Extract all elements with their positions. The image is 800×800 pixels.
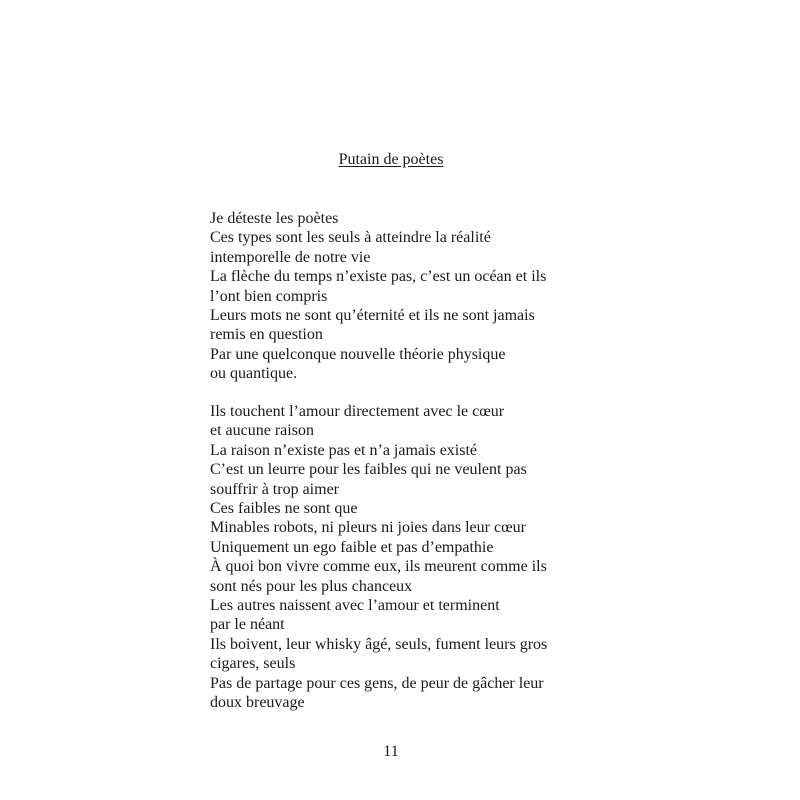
- poem-line: Uniquement un ego faible et pas d’empathie: [210, 538, 494, 556]
- poem-line: cigares, seuls: [210, 655, 296, 673]
- poem-line: Les autres naissent avec l’amour et terminent: [210, 597, 500, 615]
- poem-line: Par une quelconque nouvelle théorie physique: [210, 345, 506, 363]
- poem-line: sont nés pour les plus chanceux: [210, 577, 413, 595]
- poem-line: La flèche du temps n’existe pas, c’est un océan et ils: [210, 268, 547, 286]
- poem-line: et aucune raison: [210, 422, 314, 440]
- poem-line: C’est un leurre pour les faibles qui ne veulent pas: [210, 461, 527, 479]
- poem-line: À quoi bon vivre comme eux, ils meurent comme ils: [210, 558, 547, 576]
- poem-line: intemporelle de notre vie: [210, 248, 371, 266]
- poem-line: Ces faibles ne sont que: [210, 500, 358, 518]
- poem-line: souffrir à trop aimer: [210, 480, 339, 498]
- page-number: 11: [383, 743, 399, 760]
- stanza-1: [210, 209, 590, 384]
- poem-line: par le néant: [210, 616, 285, 634]
- poem-line: La raison n’existe pas et n’a jamais existé: [210, 441, 478, 459]
- poem-line: Ils boivent, leur whisky âgé, seuls, fument leurs gros: [210, 635, 548, 653]
- poem-line: Je déteste les poètes: [210, 210, 339, 227]
- stanza-2: [210, 402, 590, 713]
- poem-line: Pas de partage pour ces gens, de peur de gâcher leur: [210, 674, 544, 692]
- poem-line: Minables robots, ni pleurs ni joies dans leur cœur: [210, 519, 526, 537]
- poem-line: remis en question: [210, 326, 323, 344]
- poem-line: Ces types sont les seuls à atteindre la réalité: [210, 229, 491, 247]
- poem-line: Leurs mots ne sont qu’éternité et ils ne sont jamais: [210, 307, 535, 325]
- poem-line: ou quantique.: [210, 365, 298, 383]
- poem-line: doux breuvage: [210, 694, 305, 712]
- poem-line: Ils touchent l’amour directement avec le cœur: [210, 403, 505, 420]
- poem-title: Putain de poètes: [338, 151, 444, 168]
- poem-line: l’ont bien compris: [210, 287, 328, 305]
